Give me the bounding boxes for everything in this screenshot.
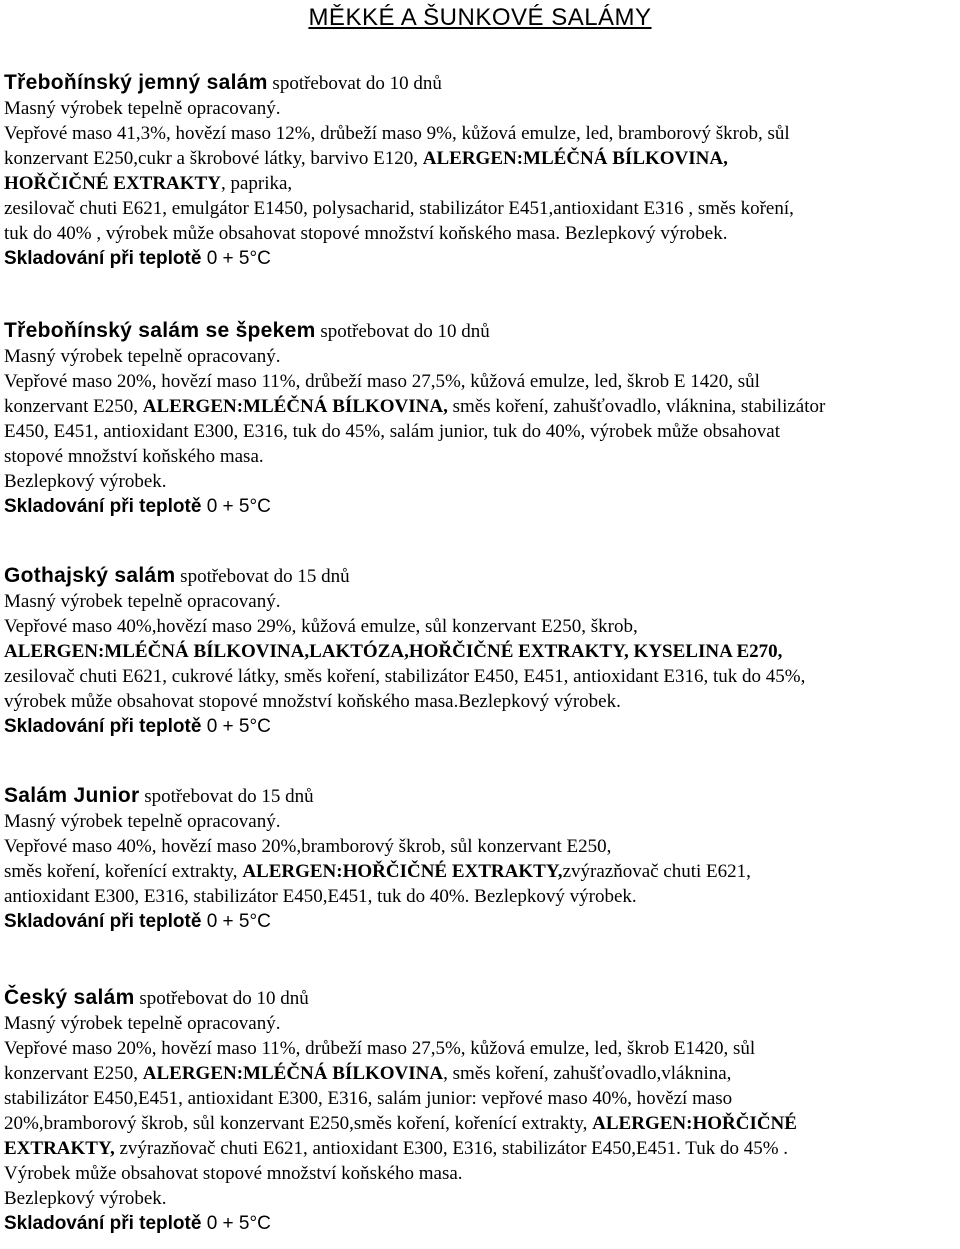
storage-note — [4, 246, 954, 271]
ingredients-text: Masný výrobek tepelně opracovaný. — [4, 346, 281, 367]
allergen-text: ALERGEN:MLÉČNÁ BÍLKOVINA — [142, 1063, 444, 1084]
product-section — [4, 563, 954, 739]
ingredients-text: antioxidant E300, E316, stabilizátor E450,E451, tuk do 40%. Bezlepkový výrobek. — [4, 886, 637, 907]
ingredients-line — [4, 369, 954, 394]
ingredients-text: Masný výrobek tepelně opracovaný. — [4, 1013, 281, 1034]
ingredients-line — [4, 834, 954, 859]
allergen-text: ALERGEN:MLÉČNÁ BÍLKOVINA,LAKTÓZA,HOŘČIČNÉ EXTRAKTY, KYSELINA E270, — [4, 641, 783, 662]
ingredients-text: Vepřové maso 20%, hovězí maso 11%, drůbeží maso 27,5%, kůžová emulze, led, škrob E 1420, sůl — [4, 371, 760, 392]
product-expiry: spotřebovat do 10 dnů — [315, 321, 490, 342]
ingredients-line — [4, 146, 954, 171]
allergen-text: ALERGEN:HOŘČIČNÉ — [592, 1113, 797, 1134]
ingredients-text: směs koření, kořenící extrakty, — [4, 861, 243, 882]
ingredients-line — [4, 589, 954, 614]
ingredients-line — [4, 884, 954, 909]
product-name: Salám Junior — [4, 784, 140, 807]
product-heading — [4, 563, 954, 589]
ingredients-line — [4, 444, 954, 469]
ingredients-line — [4, 614, 954, 639]
storage-label: Skladování při teplotě — [4, 911, 202, 932]
ingredients-text: E450, E451, antioxidant E300, E316, tuk do 45%, salám junior, tuk do 40%, výrobek může obsahovat — [4, 421, 781, 442]
ingredients-line — [4, 1011, 954, 1036]
ingredients-line — [4, 1061, 954, 1086]
ingredients-text: Vepřové maso 40%,hovězí maso 29%, kůžová emulze, sůl konzervant E250, škrob, — [4, 616, 638, 637]
ingredients-line — [4, 1186, 954, 1211]
ingredients-text: zesilovač chuti E621, emulgátor E1450, polysacharid, stabilizátor E451,antioxidant E316 , směs koření, — [4, 198, 794, 219]
ingredients-text: 20%,bramborový škrob, sůl konzervant E250,směs koření, kořenící extrakty, — [4, 1113, 593, 1134]
ingredients-text: výrobek může obsahovat stopové množství koňského masa.Bezlepkový výrobek. — [4, 691, 621, 712]
ingredients-line — [4, 1161, 954, 1186]
storage-temperature: 0 + 5°C — [201, 496, 271, 517]
product-heading — [4, 783, 954, 809]
product-section — [4, 783, 954, 934]
ingredients-line — [4, 221, 954, 246]
page-title: MĚKKÉ A ŠUNKOVÉ SALÁMY — [308, 4, 652, 31]
ingredients-text: zesilovač chuti E621, cukrové látky, směs koření, stabilizátor E450, E451, antioxidant E316, tuk do 45%, — [4, 666, 806, 687]
product-name: Český salám — [4, 986, 135, 1009]
ingredients-line — [4, 689, 954, 714]
ingredients-text: Bezlepkový výrobek. — [4, 471, 167, 492]
ingredients-line — [4, 419, 954, 444]
allergen-text: ALERGEN:HOŘČIČNÉ EXTRAKTY, — [242, 861, 563, 882]
ingredients-line — [4, 1036, 954, 1061]
ingredients-text: , paprika, — [220, 173, 293, 194]
ingredients-text: Vepřové maso 40%, hovězí maso 20%,bramborový škrob, sůl konzervant E250, — [4, 836, 612, 857]
ingredients-line — [4, 344, 954, 369]
ingredients-line — [4, 171, 954, 196]
ingredients-text: , směs koření, zahušťovadlo,vláknina, — [443, 1063, 732, 1084]
product-heading — [4, 318, 954, 344]
storage-note — [4, 494, 954, 519]
product-expiry: spotřebovat do 10 dnů — [267, 73, 442, 94]
ingredients-line — [4, 196, 954, 221]
ingredients-text: Masný výrobek tepelně opracovaný. — [4, 811, 281, 832]
ingredients-line — [4, 1136, 954, 1161]
product-section — [4, 70, 954, 271]
storage-temperature: 0 + 5°C — [201, 716, 271, 737]
allergen-text: EXTRAKTY, — [4, 1138, 115, 1159]
storage-label: Skladování při teplotě — [4, 496, 202, 517]
ingredients-line — [4, 469, 954, 494]
ingredients-line — [4, 121, 954, 146]
ingredients-line — [4, 96, 954, 121]
ingredients-text: zvýrazňovač chuti E621, antioxidant E300, E316, stabilizátor E450,E451. Tuk do 45% . — [114, 1138, 789, 1159]
ingredients-text: směs koření, zahušťovadlo, vláknina, stabilizátor — [447, 396, 826, 417]
ingredients-text: konzervant E250,cukr a škrobové látky, barvivo E120, — [4, 148, 423, 169]
product-name: Gothajský salám — [4, 564, 176, 587]
storage-label: Skladování při teplotě — [4, 1213, 202, 1234]
ingredients-text: konzervant E250, — [4, 1063, 143, 1084]
product-name: Třeboňínský jemný salám — [4, 71, 268, 94]
ingredients-line — [4, 639, 954, 664]
ingredients-line — [4, 859, 954, 884]
ingredients-text: konzervant E250, — [4, 396, 143, 417]
product-expiry: spotřebovat do 15 dnů — [139, 786, 314, 807]
ingredients-line — [4, 394, 954, 419]
storage-note — [4, 1211, 954, 1236]
ingredients-text: Vepřové maso 41,3%, hovězí maso 12%, drůbeží maso 9%, kůžová emulze, led, bramborový škrob, sůl — [4, 123, 790, 144]
product-name: Třeboňínský salám se špekem — [4, 319, 316, 342]
product-section — [4, 318, 954, 519]
ingredients-line — [4, 1111, 954, 1136]
allergen-text: ALERGEN:MLÉČNÁ BÍLKOVINA, — [422, 148, 728, 169]
ingredients-text: Vepřové maso 20%, hovězí maso 11%, drůbeží maso 27,5%, kůžová emulze, led, škrob E1420, sůl — [4, 1038, 756, 1059]
storage-temperature: 0 + 5°C — [201, 248, 271, 269]
ingredients-text: Masný výrobek tepelně opracovaný. — [4, 98, 281, 119]
ingredients-text: stopové množství koňského masa. — [4, 446, 264, 467]
storage-label: Skladování při teplotě — [4, 716, 202, 737]
product-expiry: spotřebovat do 10 dnů — [134, 988, 309, 1009]
ingredients-line — [4, 1086, 954, 1111]
storage-label: Skladování při teplotě — [4, 248, 202, 269]
ingredients-text: tuk do 40% , výrobek může obsahovat stopové množství koňského masa. Bezlepkový výrobek. — [4, 223, 728, 244]
storage-note — [4, 714, 954, 739]
product-expiry: spotřebovat do 15 dnů — [175, 566, 350, 587]
ingredients-text: zvýrazňovač chuti E621, — [562, 861, 751, 882]
allergen-text: ALERGEN:MLÉČNÁ BÍLKOVINA, — [142, 396, 448, 417]
storage-temperature: 0 + 5°C — [201, 911, 271, 932]
ingredients-text: Masný výrobek tepelně opracovaný. — [4, 591, 281, 612]
storage-temperature: 0 + 5°C — [201, 1213, 271, 1234]
storage-note — [4, 909, 954, 934]
ingredients-line — [4, 809, 954, 834]
product-heading — [4, 70, 954, 96]
ingredients-text: stabilizátor E450,E451, antioxidant E300, E316, salám junior: vepřové maso 40%, hovězí maso — [4, 1088, 733, 1109]
ingredients-text: Výrobek může obsahovat stopové množství koňského masa. — [4, 1163, 463, 1184]
ingredients-text: Bezlepkový výrobek. — [4, 1188, 167, 1209]
product-section — [4, 985, 954, 1236]
product-heading — [4, 985, 954, 1011]
ingredients-line — [4, 664, 954, 689]
allergen-text: HOŘČIČNÉ EXTRAKTY — [4, 173, 221, 194]
